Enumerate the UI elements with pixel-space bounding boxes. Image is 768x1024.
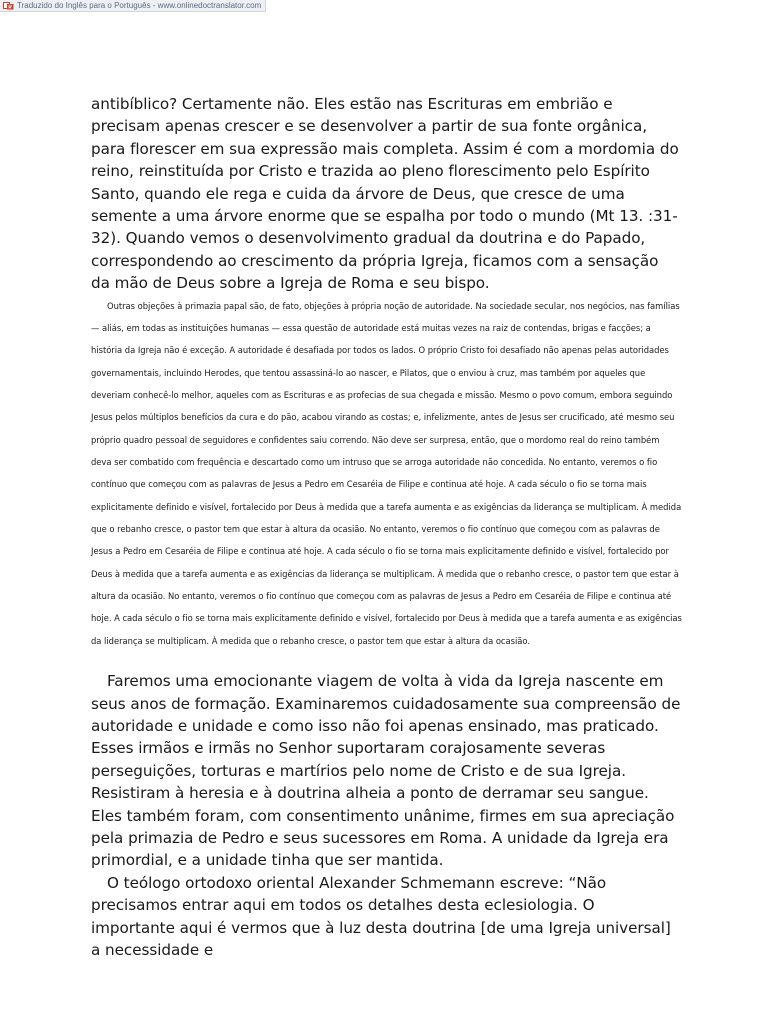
banner-text: Traduzido do Inglês para o Português - www.onlinedoctranslator.com <box>17 1 262 10</box>
body-paragraph-1: antibíblico? Certamente não. Eles estão nas Escrituras em embrião e precisam apenas crescer e se desenvolver a partir de sua fonte orgânica, para florescer em sua expressão mais completa. Assim é com a mordomia do reino, reinstituída por Cristo e trazida ao pleno florescimento pelo Espírito Santo, quando ele rega e cuida da árvore de Deus, que cresce de uma semente a uma árvore enorme que se espalha por todo o mundo (Mt 13. :31-32). Quando vemos o desenvolvimento gradual da doutrina e do Papado, correspondendo ao crescimento da própria Igreja, ficamos com a sensação da mão de Deus sobre a Igreja de Roma e seu bispo. <box>91 95 679 293</box>
body-paragraph-3: O teólogo ortodoxo oriental Alexander Schmemann escreve: “Não precisamos entrar aqui em todos os detalhes desta eclesiologia. O importante aqui é vermos que à luz desta doutrina [de uma Igreja universal] a necessidade e <box>91 873 671 960</box>
translation-banner[interactable] <box>0 0 266 12</box>
body-paragraph-2: Faremos uma emocionante viagem de volta à vida da Igreja nascente em seus anos de formação. Examinaremos cuidadosamente sua compreensão de autoridade e unidade e como isso não foi apenas ensinado, mas praticado. Esses irmãos e irmãs no Senhor suportaram corajosamente severas perseguições, torturas e martírios pelo nome de Cristo e de sua Igreja. Resistiram à heresia e à doutrina alheia a ponto de derramar seu sangue. Eles também foram, com consentimento unânime, firmes em sua apreciação pela primazia de Pedro e seus sucessores em Roma. A unidade da Igreja era primordial, e a unidade tinha que ser mantida. <box>91 672 681 870</box>
small-paragraph: Outras objeções à primazia papal são, de fato, objeções à própria noção de autoridade. Na sociedade secular, nos negócios, nas famílias — aliás, em todas as instituições humanas — essa questão de autoridade está muitas vezes na raiz de contendas, brigas e facções; a história da Igreja não é exceção. A autoridade é desafiada por todos os lados. O próprio Cristo foi desafiado não apenas pelas autoridades governamentais, incluindo Herodes, que tentou assassiná-lo ao nascer, e Pilatos, que o enviou à cruz, mas também por aqueles que deveriam conhecê-lo melhor, aqueles com as Escrituras e as profecias de sua chegada e missão. Mesmo o povo comum, embora seguindo Jesus pelos múltiplos benefícios da cura e do pão, acabou virando as costas; e, infelizmente, antes de Jesus ser crucificado, até mesmo seu próprio quadro pessoal de seguidores e confidentes saiu correndo. Não deve ser surpresa, então, que o mordomo real do reino também deva ser combatido com frequência e descartado como um intruso que se arroga autoridade não concedida. No entanto, veremos o fio contínuo que começou com as palavras de Jesus a Pedro em Cesaréia de Filipe e continua até hoje. A cada século o fio se torna mais explicitamente definido e visível, fortalecido por Deus à medida que a tarefa aumenta e as exigências da liderança se multiplicam. À medida que o rebanho cresce, o pastor tem que estar à altura da ocasião. No entanto, veremos o fio contínuo que começou com as palavras de Jesus a Pedro em Cesaréia de Filipe e continua até hoje. A cada século o fio se torna mais explicitamente definido e visível, fortalecido por Deus à medida que a tarefa aumenta e as exigências da liderança se multiplicam. À medida que o rebanho cresce, o pastor tem que estar à altura da ocasião. No entanto, veremos o fio contínuo que começou com as palavras de Jesus a Pedro em Cesaréia de Filipe e continua até hoje. A cada século o fio se torna mais explicitamente definido e visível, fortalecido por Deus à medida que a tarefa aumenta e as exigências da liderança se multiplicam. À medida que o rebanho cresce, o pastor tem que estar à altura da ocasião. <box>91 300 682 646</box>
document-page <box>91 93 682 961</box>
translator-logo-icon <box>3 2 14 10</box>
